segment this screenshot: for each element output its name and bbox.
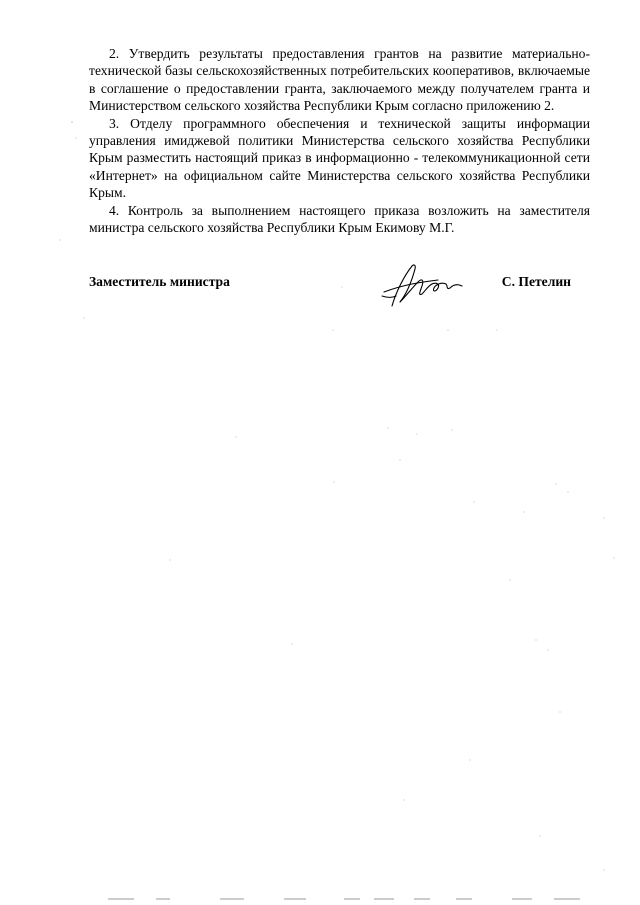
signatory-position: Заместитель министра [89,274,230,289]
document-body [89,45,590,236]
paragraph-2: 2. Утвердить результаты предоставления грантов на развитие материально-технической базы сельскохозяйственных потребительских кооперативов, включаемые в соглашение о предоставлении гранта, заключаемого между получателем гранта и Министерством сельского хозяйства Республики Крым согласно приложению 2. [89,46,590,114]
signatory-name: С. Петелин [501,274,571,289]
paragraph-4: 4. Контроль за выполнением настоящего приказа возложить на заместителя министра сельского хозяйства Республики Крым Екимову М.Г. [89,202,590,236]
paragraph-3: 3. Отделу программного обеспечения и технической защиты информации управления имиджевой политики Министерства сельского хозяйства Республики Крым разместить настоящий приказ в информационно - телекоммуникационной сети «Интернет» на официальном сайте Министерства сельского хозяйства Республики Крым. [89,115,590,201]
handwritten-signature [378,262,474,310]
signature-block [89,262,571,312]
page-bottom-marks [108,896,608,902]
